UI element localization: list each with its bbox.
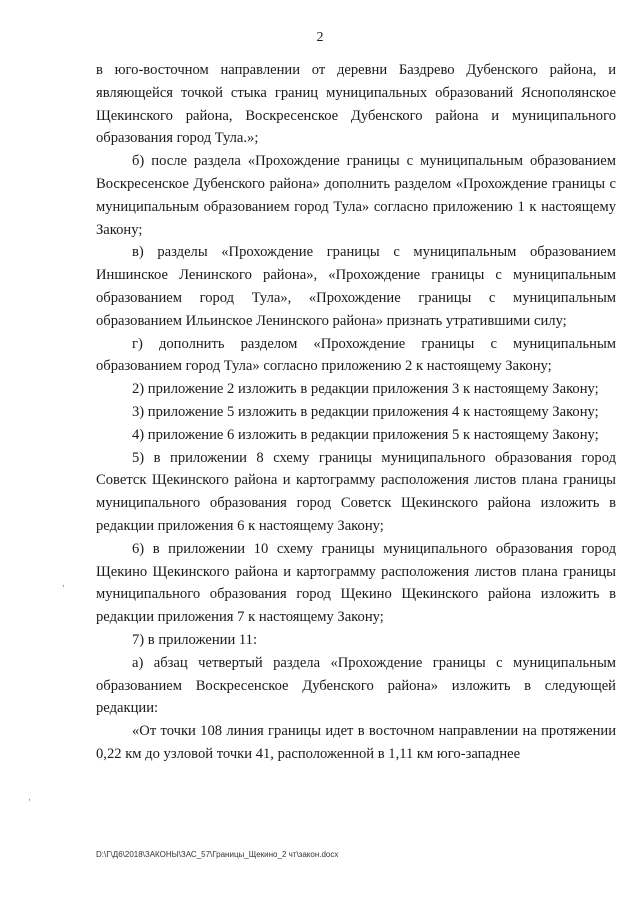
paragraph: 3) приложение 5 изложить в редакции приложения 4 к настоящему Закону; — [132, 403, 599, 420]
page-number: 2 — [316, 30, 324, 45]
paragraph: г) дополнить разделом «Прохождение границы с муниципальным образованием город Тула» согласно приложению 2 к настоящему Закону; — [96, 335, 616, 375]
scan-dot-mark: , — [28, 792, 31, 803]
paragraph: «От точки 108 линия границы идет в восточном направлении на протяжении 0,22 км до узловой точки 41, расположенной в 1,11 км юго-западнее — [96, 723, 616, 762]
paragraph: б) после раздела «Прохождение границы с муниципальным образованием Воскресенское Дубенского района» дополнить разделом «Прохождение границы с муниципальным образованием город Тула» согласно приложению 1 к настоящему Закону; — [96, 153, 616, 238]
paragraph: 6) в приложении 10 схему границы муниципального образования город Щекино Щекинского района и картограмму расположения листов плана границы муниципального образования город Щекино Щекинского района изложить в редакции приложения 7 к настоящему Закону; — [96, 540, 616, 626]
paragraph: 4) приложение 6 изложить в редакции приложения 5 к настоящему Закону; — [132, 426, 599, 443]
paragraph: 7) в приложении 11: — [132, 631, 258, 648]
paragraph: 5) в приложении 8 схему границы муниципального образования город Советск Щекинского района и картограмму расположения листов плана границы муниципального образования город Советск Щекинского района изложить в редакции приложения 6 к настоящему Закону; — [96, 449, 616, 534]
file-path-footer: D:\Г\Д6\2018\ЗАКОНЫ\ЗАС_57\Границы_Щекино_2 чт\закон.docx — [96, 850, 339, 859]
paragraph: в) разделы «Прохождение границы с муниципальным образованием Иншинское Ленинского района», «Прохождение границы с муниципальным образованием город Тула», «Прохождение границы с муниципальным образованием Ильинское Ленинского района» признать утратившими силу; — [96, 244, 616, 329]
paragraph: в юго-восточном направлении от деревни Баздрево Дубенского района, и являющейся точкой стыка границ муниципальных образований Яснополянское Щекинского района, Воскресенское Дубенского района и муниципального образования город Тула.»; — [96, 62, 616, 147]
scan-dot-mark: , — [62, 578, 65, 589]
paragraph: 2) приложение 2 изложить в редакции приложения 3 к настоящему Закону; — [132, 381, 599, 398]
paragraph: а) абзац четвертый раздела «Прохождение границы с муниципальным образованием Воскресенское Дубенского района» изложить в следующей редакции: — [96, 654, 616, 717]
document-body — [96, 59, 616, 766]
